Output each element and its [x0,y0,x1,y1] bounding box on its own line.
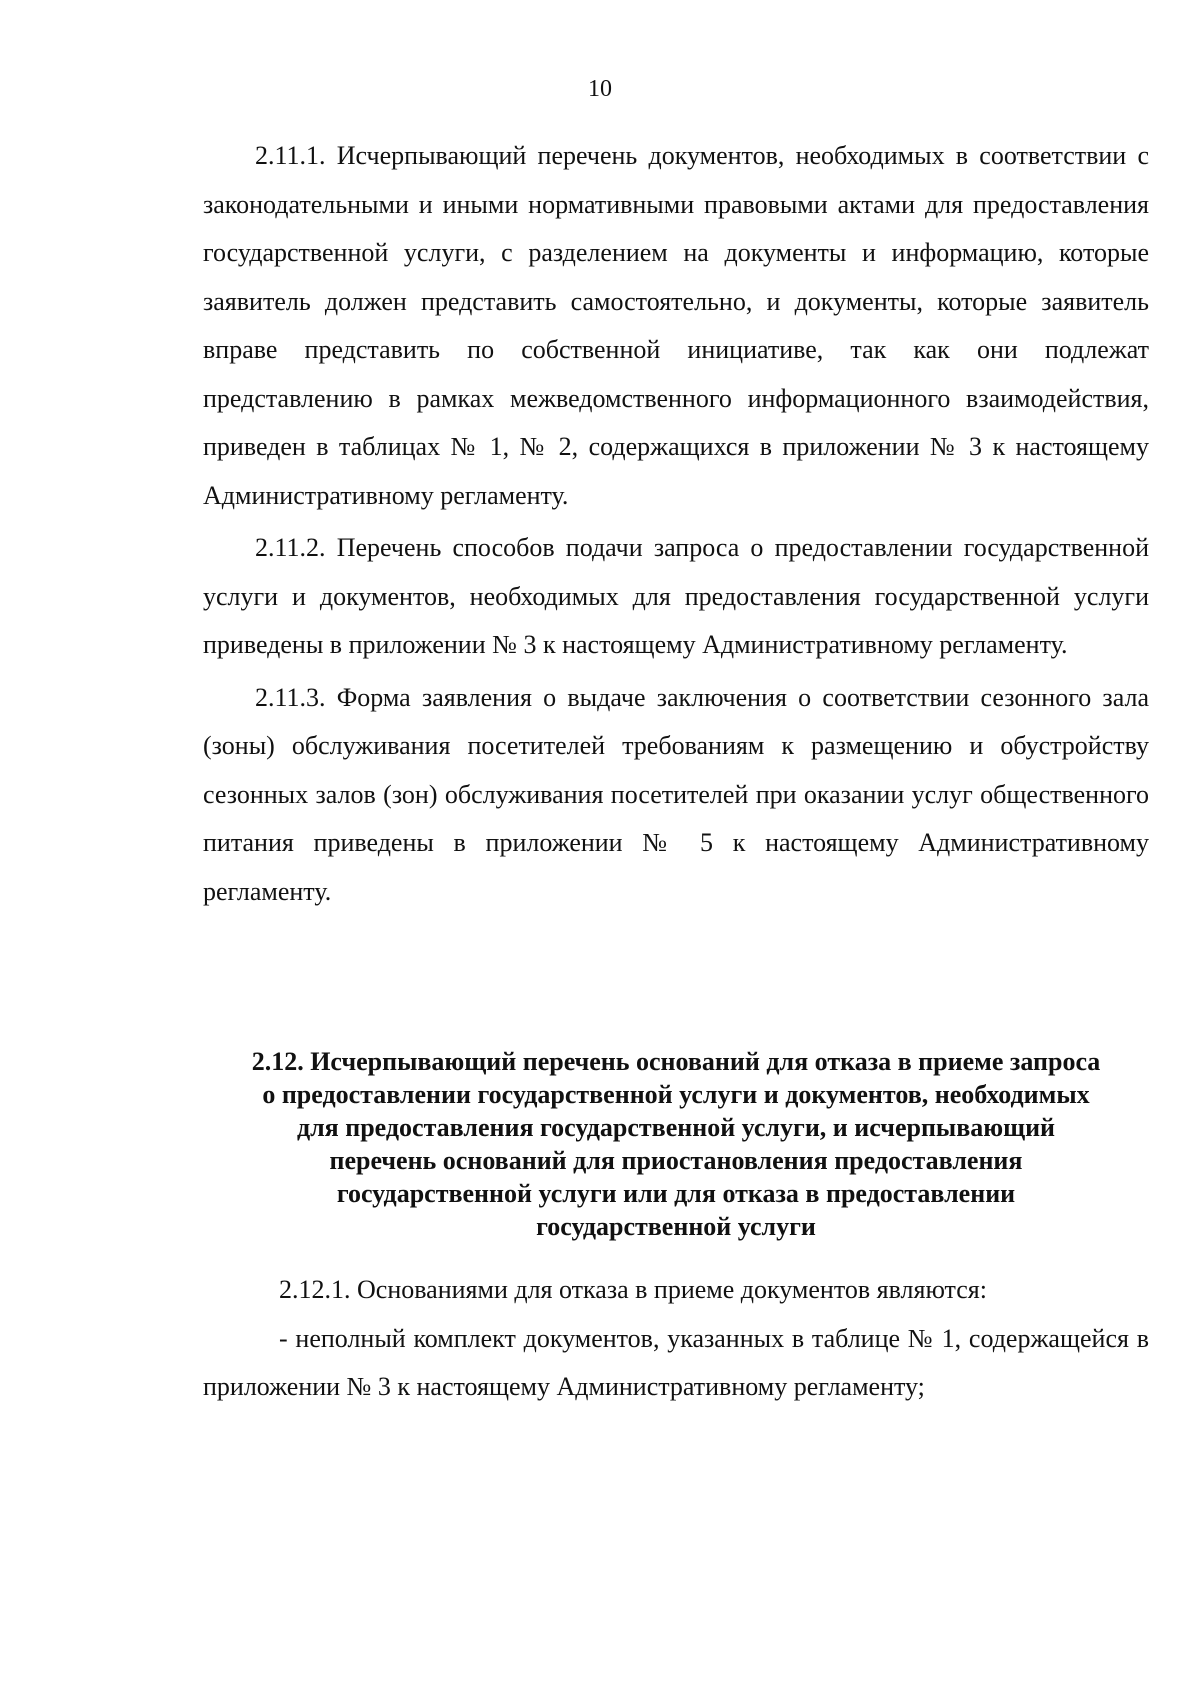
document-body-continued [203,1266,1149,1412]
heading-line: о предоставлении государственной услуги и документов, необходимых [262,1080,1090,1109]
heading-line: государственной услуги или для отказа в предоставлении [336,1179,1016,1208]
heading-line: перечень оснований для приостановления предоставления [329,1146,1023,1175]
paragraph-2-11-2: 2.11.2. Перечень способов подачи запроса о предоставлении государственной услуги и документов, необходимых для предоставления государственной услуги приведены в приложении № 3 к настоящему Административному регламенту. [203,533,1149,659]
heading-line: 2.12. Исчерпывающий перечень оснований для отказа в приеме запроса [251,1047,1101,1076]
heading-line: государственной услуги [536,1212,816,1241]
section-heading-2-12 [203,1045,1149,1243]
heading-line: для предоставления государственной услуги, и исчерпывающий [296,1113,1056,1142]
page-number: 10 [588,76,612,102]
list-item: - неполный комплект документов, указанных в таблице № 1, содержащейся в приложении № 3 к настоящему Административному регламенту; [203,1323,1149,1401]
paragraph-2-11-1: 2.11.1. Исчерпывающий перечень документов, необходимых в соответствии с законодательными и иными нормативными правовыми актами для предоставления государственной услуги, с разделением на документы и информацию, которые заявитель должен представить самостоятельно, и документы, которые заявитель вправе представить по собственной инициативе, так как они подлежат представлению в рамках межведомственного информационного взаимодействия, приведен в таблицах № 1, № 2, содержащихся в приложении № 3 к настоящему Административному регламенту. [203,141,1149,510]
paragraph-2-12-1: 2.12.1. Основаниями для отказа в приеме документов являются: [279,1275,987,1304]
document-body [203,132,1149,916]
paragraph-2-11-3: 2.11.3. Форма заявления о выдаче заключения о соответствии сезонного зала (зоны) обслуживания посетителей требованиям к размещению и обустройству сезонных залов (зон) обслуживания посетителей при оказании услуг общественного питания приведены в приложении № 5 к настоящему Административному регламенту. [203,682,1149,906]
